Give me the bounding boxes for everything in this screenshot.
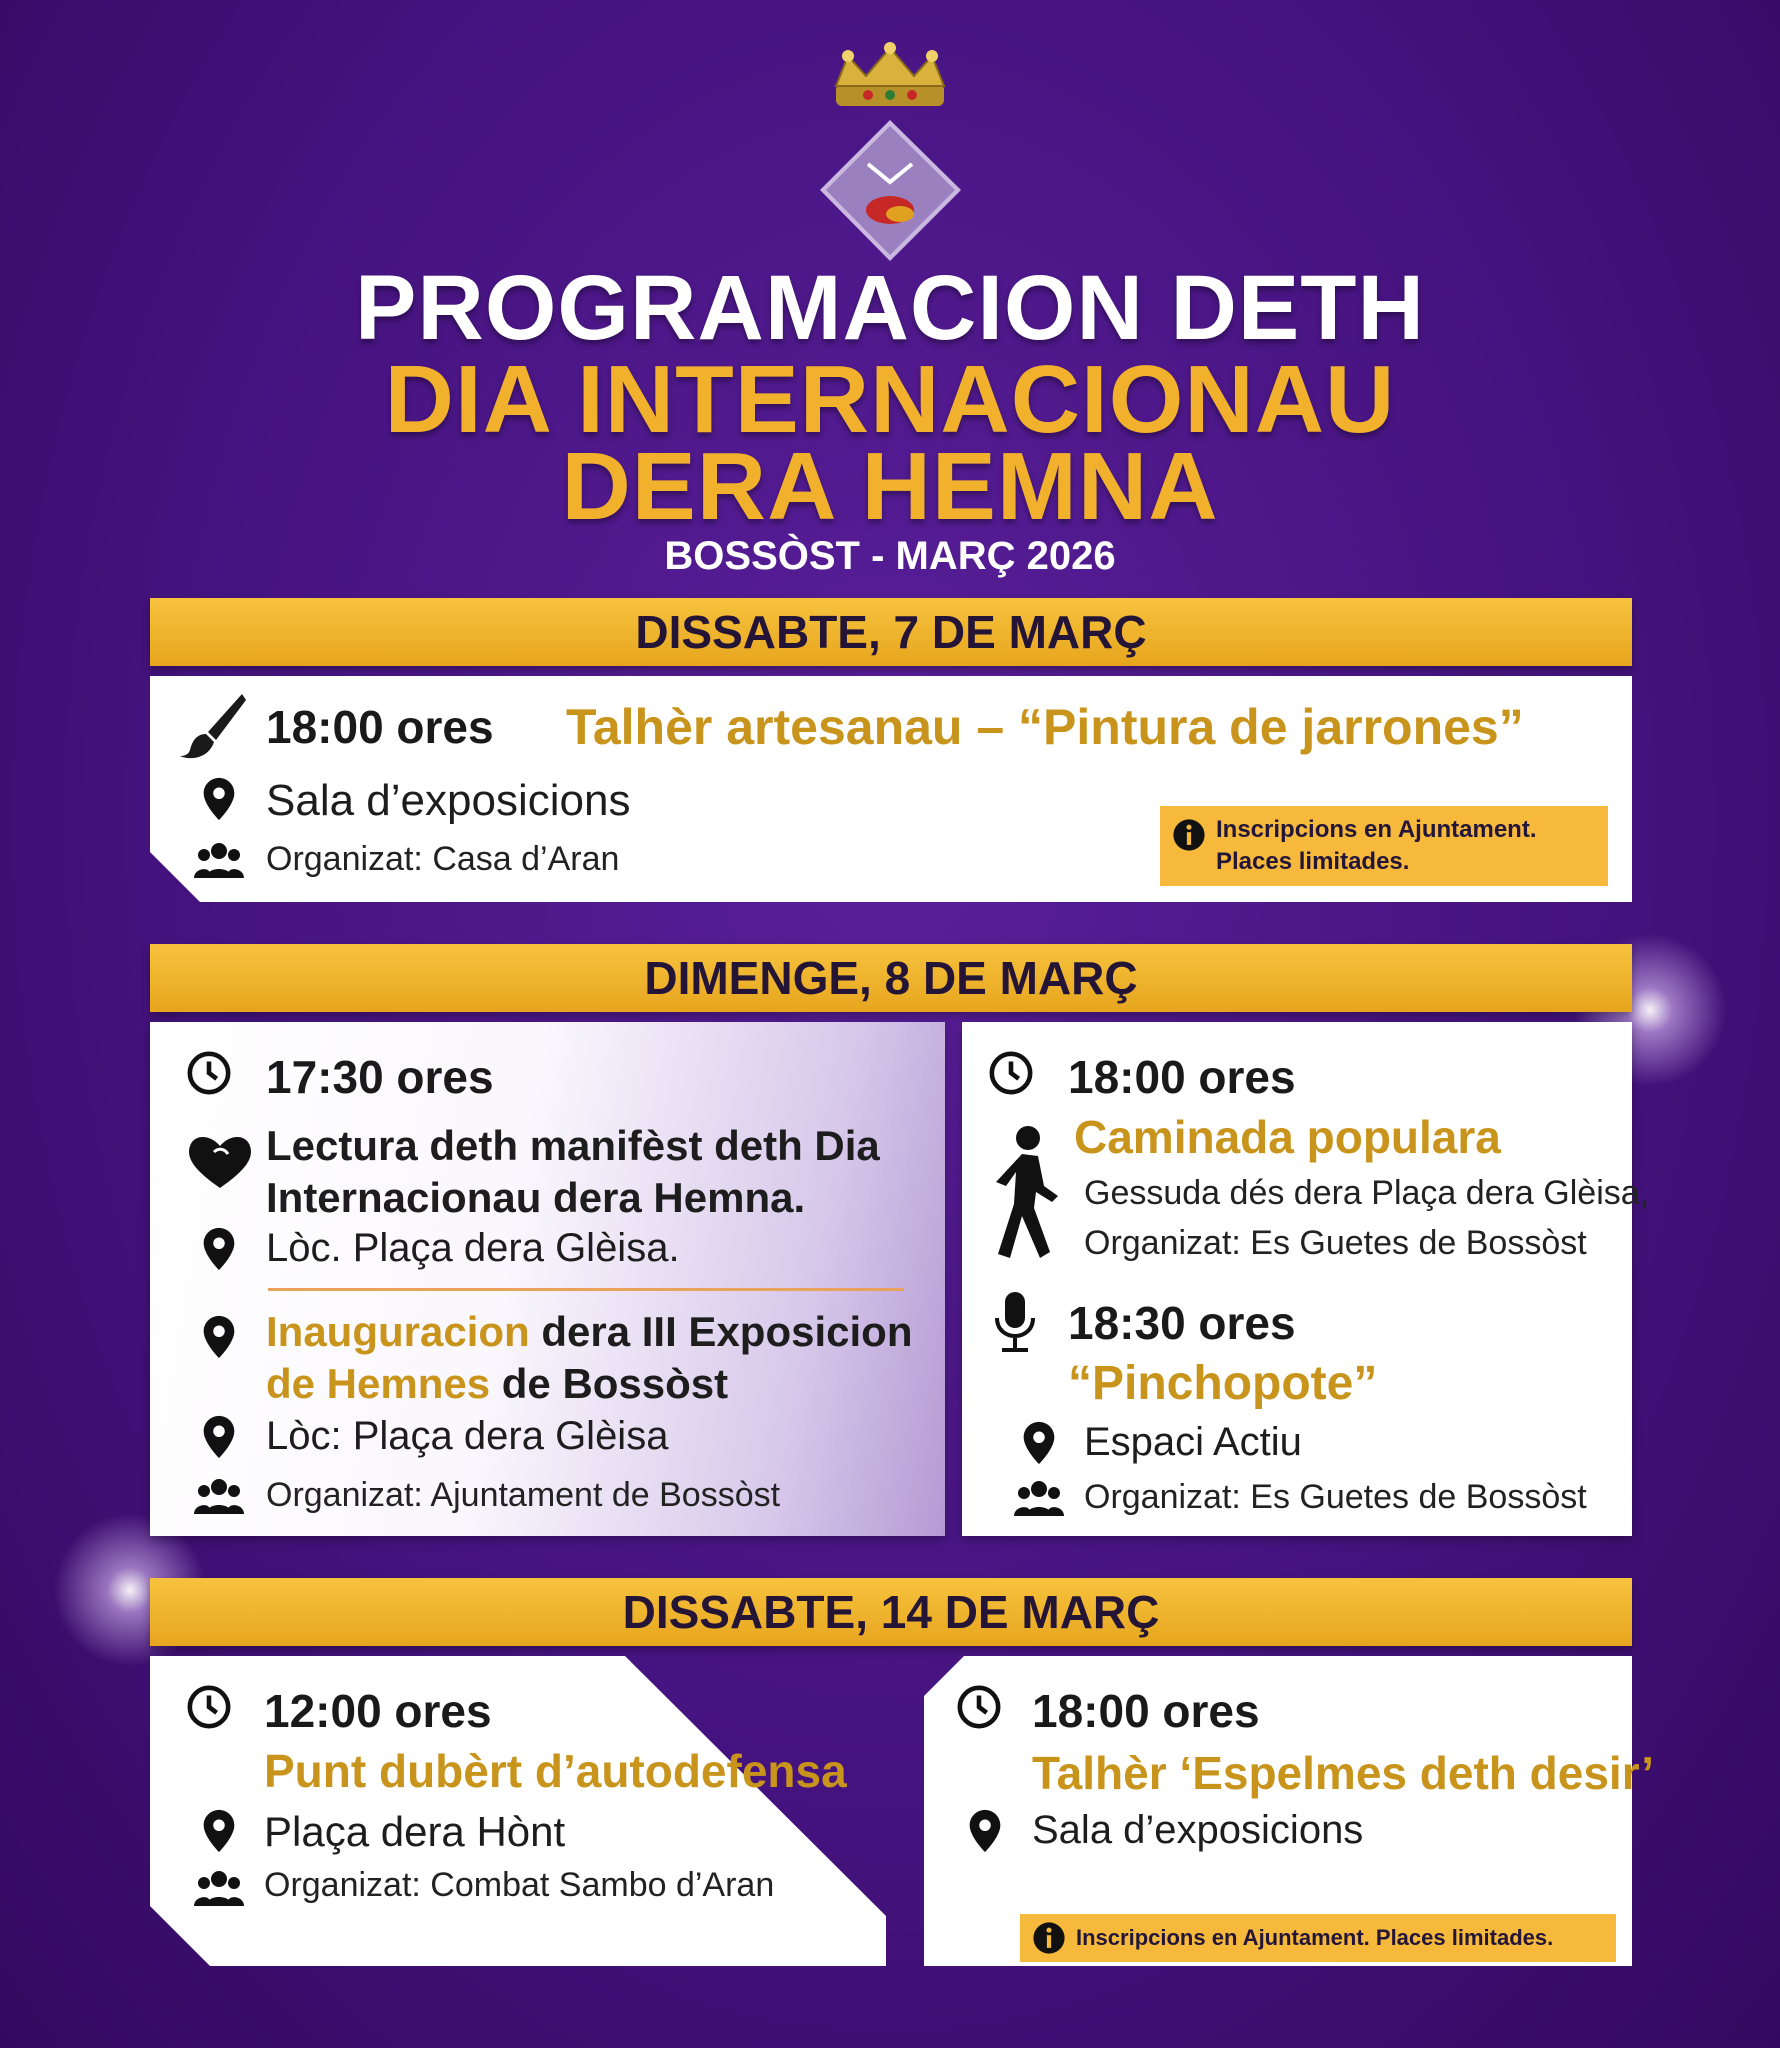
day3-right-title: Talhèr ‘Espelmes deth desir’: [1032, 1747, 1655, 1799]
day2-right-event2-org: Organizat: Es Guetes de Bossòst: [1084, 1478, 1587, 1516]
day2-banner: DIMENGE, 8 DE MARÇ: [150, 944, 1632, 1012]
day3-right-time: 18:00 ores: [1032, 1685, 1260, 1737]
day2-event2-text-1: dera III Exposicion: [529, 1308, 913, 1355]
day2-right-event1-org: Organizat: Es Guetes de Bossòst: [1084, 1224, 1587, 1262]
location-pin-icon: [962, 1808, 1008, 1854]
coat-of-arms-icon: [818, 118, 963, 263]
day3-left-org: Organizat: Combat Sambo d’Aran: [264, 1866, 775, 1904]
day3-left-place: Plaça dera Hònt: [264, 1808, 566, 1855]
day2-right-event1-detail: Gessuda dés dera Plaça dera Glèisa,: [1084, 1174, 1650, 1212]
day2-event2-highlight-2: de Hemnes: [266, 1360, 491, 1407]
walking-person-icon: [984, 1124, 1064, 1264]
info-icon: [1172, 818, 1206, 852]
day2-event2-text-2: de Bossòst: [490, 1360, 729, 1407]
day1-org-label: Organizat:: [266, 840, 423, 878]
day1-banner: DISSABTE, 7 DE MARÇ: [150, 598, 1632, 666]
people-icon: [194, 1868, 244, 1908]
day3-registration-note: [1020, 1914, 1616, 1962]
location-pin-icon: [196, 1314, 242, 1360]
day2-left-org: Organizat: Ajuntament de Bossòst: [266, 1476, 781, 1514]
location-pin-icon: [196, 776, 242, 822]
day1-note-line1: Inscripcions en Ajuntament.: [1216, 816, 1537, 843]
title-line-1: PROGRAMACION DETH: [355, 257, 1425, 359]
paintbrush-icon: [178, 690, 248, 760]
day1-title: Talhèr artesanau – “Pintura de jarrones”: [566, 699, 1524, 755]
location-pin-icon: [196, 1226, 242, 1272]
day2-right-event2-title: “Pinchopote”: [1068, 1357, 1378, 1410]
info-icon: [1032, 1921, 1066, 1955]
crown-icon: [828, 42, 952, 112]
day1-note-line2: Places limitades.: [1216, 848, 1410, 875]
clock-icon: [186, 1050, 232, 1096]
people-icon: [1014, 1478, 1064, 1518]
day3-banner: DISSABTE, 14 DE MARÇ: [150, 1578, 1632, 1646]
microphone-icon: [992, 1290, 1038, 1356]
day2-right-time2: 18:30 ores: [1068, 1297, 1296, 1349]
day2-event1-place: Lòc. Plaça dera Glèisa.: [266, 1226, 680, 1270]
day1-time: 18:00 ores: [266, 701, 494, 753]
day2-left-time: 17:30 ores: [266, 1051, 494, 1103]
day2-event1-line1: Lectura deth manifèst deth Dia: [266, 1122, 880, 1169]
clock-icon: [186, 1684, 232, 1730]
clock-icon: [988, 1050, 1034, 1096]
day1-place: Sala d’exposicions: [266, 776, 631, 825]
location-pin-icon: [196, 1414, 242, 1460]
day2-right-event1-title: Caminada populara: [1074, 1111, 1501, 1163]
location-pin-icon: [196, 1808, 242, 1854]
day3-right-place: Sala d’exposicions: [1032, 1808, 1364, 1852]
day2-right-time1: 18:00 ores: [1068, 1051, 1296, 1103]
location-pin-icon: [1016, 1420, 1062, 1466]
day2-event2-highlight-1: Inauguracion: [266, 1308, 530, 1355]
day1-org-value: Casa d’Aran: [432, 840, 620, 878]
divider: [268, 1288, 904, 1291]
day3-left-title: Punt dubèrt d’autodefensa: [264, 1745, 847, 1797]
day2-event2-place: Lòc: Plaça dera Glèisa: [266, 1414, 669, 1458]
day3-left-time: 12:00 ores: [264, 1685, 492, 1737]
title-line-3: DERA HEMNA: [561, 433, 1219, 540]
day2-event1-line2: Internacionau dera Hemna.: [266, 1174, 806, 1221]
day2-right-event2-place: Espaci Actiu: [1084, 1420, 1302, 1464]
people-icon: [194, 1476, 244, 1516]
clock-icon: [956, 1684, 1002, 1730]
day1-registration-note: [1160, 806, 1608, 886]
day3-note-text: Inscripcions en Ajuntament. Places limitades.: [1076, 1925, 1554, 1950]
heart-hands-icon: [184, 1130, 256, 1192]
people-icon: [194, 840, 244, 880]
subtitle: BOSSÒST - MARÇ 2026: [664, 534, 1116, 578]
title-line-2: DIA INTERNACIONAU: [384, 346, 1396, 453]
